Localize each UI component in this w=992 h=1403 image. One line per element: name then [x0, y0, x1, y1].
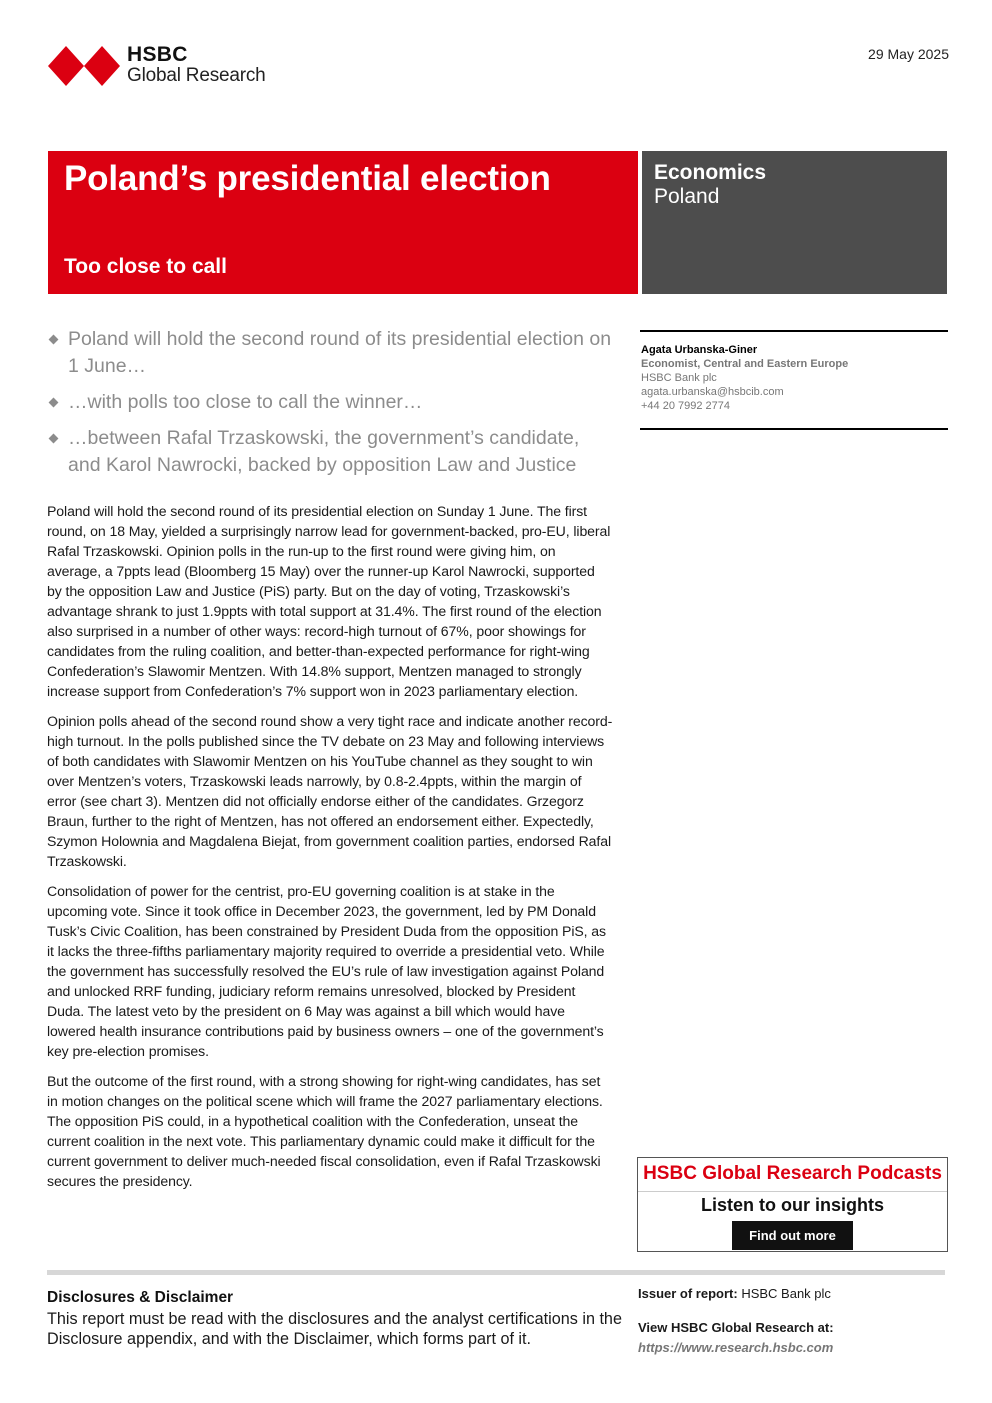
- summary-bullet: [48, 425, 613, 479]
- podcast-promo: [637, 1157, 948, 1252]
- analyst-name: Agata Urbanska-Giner: [641, 344, 758, 356]
- diamond-bullet-icon: [49, 335, 59, 345]
- topic-country: Poland: [654, 185, 720, 208]
- brand-name: HSBC: [127, 43, 188, 66]
- summary-bullets: [48, 326, 613, 488]
- body-paragraph: Poland will hold the second round of its presidential election on Sunday 1 June. The first round, on 18 May, yielded a surprisingly narrow lead for government-backed, pro-EU, liberal Rafal Trzaskowski. Opinion polls in the run-up to the first round were giving him, on average, a 7ppts lead (Bloomberg 15 May) over the runner-up Karol Nawrocki, supported by the opposition Law and Justice (PiS) party. But on the day of voting, Trzaskowski’s advantage shrank to just 1.9ppts with total support at 31.4%. The first round of the election also surprised in a number of other ways: record-high turnout of 67%, poor showings for candidates from the ruling coalition, and better-than-expected performance for right-wing Confederation’s Slawomir Mentzen. With 14.8% support, Mentzen managed to strongly increase support from Confederation’s 7% support won in 2023 parliamentary election.: [47, 503, 611, 699]
- body-paragraph: Opinion polls ahead of the second round show a very tight race and indicate another record-high turnout. In the polls published since the TV debate on 23 May and following interviews of both candidates with Slawomir Mentzen on his YouTube channel as they sought to win over Mentzen’s voters, Trzaskowski leads narrowly, by 0.8-2.4ppts, within the margin of error (see chart 3). Mentzen did not officially endorse either of the candidates. Grzegorz Braun, further to the right of Mentzen, has not offered an endorsement either. Expectedly, Szymon Holownia and Magdalena Biejat, from government coalition parties, endorsed Rafal Trzaskowski.: [47, 713, 613, 869]
- analyst-phone: +44 20 7992 2774: [641, 400, 731, 412]
- report-title: Poland’s presidential election: [64, 159, 551, 198]
- issuer-label: Issuer of report:: [638, 1286, 738, 1301]
- report-date: 29 May 2025: [868, 46, 949, 62]
- diamond-bullet-icon: [49, 434, 59, 444]
- topic-panel: [642, 151, 947, 294]
- analyst-contact: [640, 330, 948, 430]
- summary-bullet-text: …with polls too close to call the winner…: [68, 391, 423, 413]
- body-paragraph: But the outcome of the first round, with a strong showing for right-wing candidates, has set in motion changes on the political scene which will frame the 2027 parliamentary elections. The opposition PiS could, in a hypothetical coalition with the Confederation, unseat the current coalition in the next vote. This parliamentary dynamic could make it difficult for the current government to deliver much-needed fiscal consolidation, even if Rafal Trzaskowski secures the presidency.: [47, 1073, 603, 1189]
- summary-bullet-text: Poland will hold the second round of its presidential election on 1 June…: [68, 328, 612, 377]
- diamond-bullet-icon: [49, 398, 59, 408]
- podcast-tagline: Listen to our insights: [701, 1195, 884, 1215]
- footer-divider: [47, 1270, 945, 1275]
- research-website-link[interactable]: https://www.research.hsbc.com: [638, 1340, 834, 1355]
- analyst-bank: HSBC Bank plc: [641, 372, 717, 384]
- report-subtitle: Too close to call: [64, 255, 227, 278]
- analyst-role: Economist, Central and Eastern Europe: [641, 358, 849, 370]
- title-banner: [48, 151, 638, 294]
- view-research-label: View HSBC Global Research at:: [638, 1320, 834, 1335]
- disclosure-heading: Disclosures & Disclaimer: [47, 1289, 234, 1306]
- podcast-title: HSBC Global Research Podcasts: [643, 1163, 942, 1184]
- summary-bullet-text: …between Rafal Trzaskowski, the government’s candidate, and Karol Nawrocki, backed by opposition Law and Justice: [68, 427, 580, 476]
- disclosure-text: This report must be read with the disclosures and the analyst certifications in the Disclosure appendix, and with the Disclaimer, which forms part of it.: [47, 1310, 622, 1348]
- summary-bullet: [48, 389, 613, 416]
- find-out-more-button[interactable]: Find out more: [732, 1221, 853, 1250]
- body-text: [47, 501, 613, 1201]
- hsbc-hexagon-logo-icon: [48, 46, 120, 86]
- summary-bullet: [48, 326, 613, 380]
- hsbc-logo: [48, 44, 278, 88]
- body-paragraph: Consolidation of power for the centrist, pro-EU governing coalition is at stake in the upcoming vote. Since it took office in December 2023, the government, led by PM Donald Tusk’s Civic Coalition, has been constrained by President Duda from the opposition PiS, as it lacks the three-fifths parliamentary majority required to override a presidential veto. While the government has successfully resolved the EU’s rule of law investigation against Poland and unlocked RRF funding, judiciary reform remains unresolved, blocked by President Duda. The latest veto by the president on 6 May was against a bill which would have lowered health insurance contributions paid by business owners – one of the government’s key pre-election promises.: [47, 883, 606, 1059]
- podcast-divider: [638, 1191, 947, 1192]
- brand-subtitle: Global Research: [127, 65, 266, 86]
- issuer-value: HSBC Bank plc: [741, 1286, 831, 1301]
- issuer-of-report: [638, 1286, 831, 1301]
- topic-category: Economics: [654, 161, 767, 184]
- analyst-email[interactable]: agata.urbanska@hsbcib.com: [641, 386, 784, 398]
